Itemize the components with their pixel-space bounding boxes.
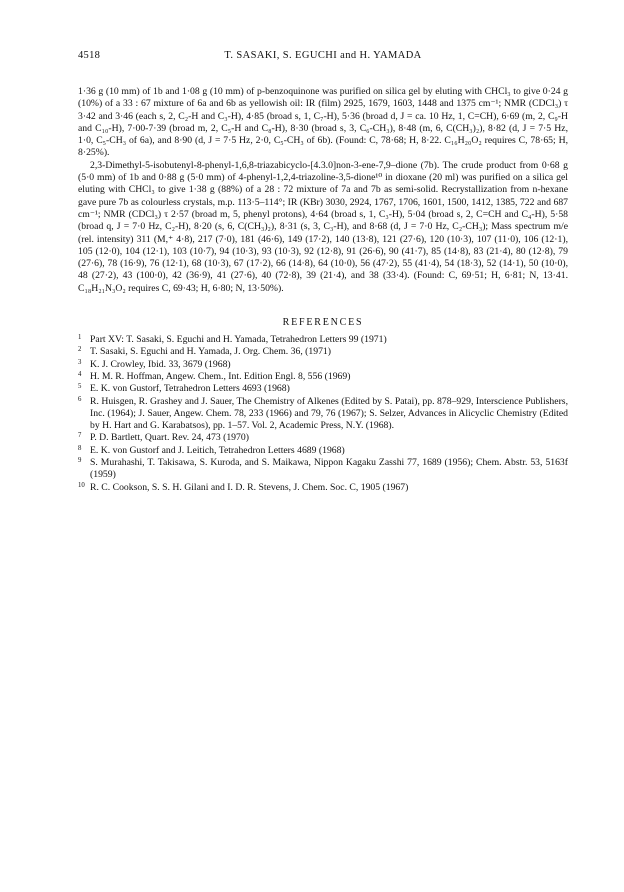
reference-number: 10 [78, 481, 85, 489]
reference-number: 9 [78, 457, 82, 465]
reference-number: 5 [78, 383, 82, 391]
running-head [78, 50, 568, 66]
journal-page [78, 50, 568, 494]
page-number: 4518 [78, 50, 101, 61]
reference-text: K. J. Crowley, Ibid. 33, 3679 (1968) [90, 358, 231, 370]
reference-text: S. Murahashi, T. Takisawa, S. Kuroda, and S. Maikawa, Nippon Kagaku Zasshi 77, 1689 (1956); Chem. Abstr. 53, 5163f (1959) [90, 457, 568, 481]
reference-number: 8 [78, 444, 82, 452]
running-title: T. SASAKI, S. EGUCHI and H. YAMADA [224, 50, 422, 61]
reference-text: R. Huisgen, R. Grashey and J. Sauer, The Chemistry of Alkenes (Edited by S. Patai), pp. 878–929, Interscience Publishers, Inc. (1964); J. Sauer, Angew. Chem. 78, 233 (1966) and 79, 76 (1967); S. Selzer, Advances in Alicyclic Chemistry (Edited by H. Hart and G. Karabatsos), pp. 1–57. Vol. 2, Academic Press, N.Y. (1968). [90, 395, 568, 432]
reference-item [78, 396, 568, 433]
reference-number: 6 [78, 395, 82, 403]
reference-number: 4 [78, 370, 82, 378]
references-list [78, 334, 568, 494]
reference-text: E. K. von Gustorf and J. Leitich, Tetrahedron Letters 4689 (1968) [90, 444, 345, 456]
reference-number: 1 [78, 334, 82, 342]
reference-text: T. Sasaki, S. Eguchi and H. Yamada, J. Org. Chem. 36, (1971) [90, 346, 331, 358]
reference-item [78, 334, 568, 346]
reference-text: R. C. Cookson, S. S. H. Gilani and I. D. R. Stevens, J. Chem. Soc. C, 1905 (1967) [90, 481, 409, 493]
reference-item [78, 359, 568, 371]
reference-item [78, 445, 568, 457]
reference-text: P. D. Bartlett, Quart. Rev. 24, 473 (1970) [90, 432, 249, 444]
reference-item [78, 346, 568, 358]
references-heading: REFERENCES [282, 317, 364, 329]
body-paragraph-1: 1·36 g (10 mm) of 1b and 1·08 g (10 mm) of p-benzoquinone was purified on silica gel by eluting with CHCl₃ to give 0·24 g (10%) of a 33 : 67 mixture of 6a and 6b as yellowish oil: IR (film) 2925, 1679, 1603, 1448 and 1375 cm⁻¹; NMR (CDCl₃) τ 3·42 and 3·46 (each s, 2, C₂-H and C₃-H), 4·85 (broad s, 1, C₇-H), 5·36 (broad d, J = ca. 10 Hz, 1, C=CH), 6·69 (m, 2, C₉-H and C₁₀-H), 7·00-7·39 (broad m, 2, C₅-H and C₈-H), 8·30 (broad s, 3, C₆-CH₃), 8·48 (m, 6, C(CH₃)₂), 8·82 (d, J = 7·5 Hz, 1·0, C₅-CH₃ of 6a), and 8·90 (d, J = 7·5 Hz, 2·0, C₅-CH₃ of 6b). (Found: C, 78·68; H, 8·22. C₁₆H₂₀O₂ requires C, 78·65; H, 8·25%). [78, 86, 568, 159]
reference-number: 3 [78, 358, 82, 366]
reference-item [78, 482, 568, 494]
reference-text: Part XV: T. Sasaki, S. Eguchi and H. Yamada, Tetrahedron Letters 99 (1971) [90, 334, 387, 346]
reference-item [78, 371, 568, 383]
reference-item [78, 383, 568, 395]
reference-item [78, 457, 568, 482]
reference-number: 2 [78, 346, 82, 354]
reference-text: E. K. von Gustorf, Tetrahedron Letters 4693 (1968) [90, 383, 290, 395]
body-paragraph-2: 2,3-Dimethyl-5-isobutenyl-8-phenyl-1,6,8-triazabicyclo-[4.3.0]non-3-ene-7,9–dione (7b). The crude product from 0·68 g (5·0 mm) of 1b and 0·88 g (5·0 mm) of 4-phenyl-1,2,4-triazoline-3,5-dione¹⁰ in dioxane (20 ml) was purified on a silica gel eluting with CHCl₃ to give 1·38 g (88%) of a 28 : 72 mixture of 7a and 7b as semi-solid. Recrystallization from n-hexane gave pure 7b as colourless crystals, m.p. 113·5–114°; IR (KBr) 3030, 2924, 1767, 1706, 1601, 1500, 1412, 1385, 722 and 687 cm⁻¹; NMR (CDCl₃) τ 2·57 (broad m, 5, phenyl protons), 4·64 (broad s, 1, C₃-H), 5·04 (broad s, 2, C=CH and C₄-H), 5·58 (broad q, J = 7·0 Hz, C₂-H), 8·20 (s, 6, C(CH₃)₂), 8·31 (s, 3, C₃-H), and 8·68 (d, J = 7·0 Hz, C₂-CH₃); Mass spectrum m/e (rel. intensity) 311 (M,⁺ 4·8), 217 (7·0), 181 (46·6), 149 (17·2), 140 (13·8), 121 (27·6), 120 (10·3), 107 (11·0), 106 (12·1), 105 (12·0), 104 (12·1), 103 (10·7), 94 (10·3), 93 (10·3), 92 (12·8), 91 (26·6), 90 (41·7), 85 (14·8), 83 (21·4), 80 (12·8), 79 (27·6), 78 (16·9), 76 (12·1), 68 (10·3), 67 (17·2), 66 (14·8), 64 (10·0), 56 (47·2), 55 (41·4), 54 (18·3), 52 (14·1), 50 (10·0), 48 (27·2), 43 (100·0), 42 (36·9), 41 (27·6), 40 (72·8), 39 (21·4), and 38 (33·4). (Found: C, 69·51; H, 6·81; N, 13·41. C₁₈H₂₁N₃O₂ requires C, 69·43; H, 6·80; N, 13·50%). [78, 159, 568, 294]
reference-item [78, 432, 568, 444]
reference-text: H. M. R. Hoffman, Angew. Chem., Int. Edition Engl. 8, 556 (1969) [90, 370, 351, 382]
reference-number: 7 [78, 432, 82, 440]
